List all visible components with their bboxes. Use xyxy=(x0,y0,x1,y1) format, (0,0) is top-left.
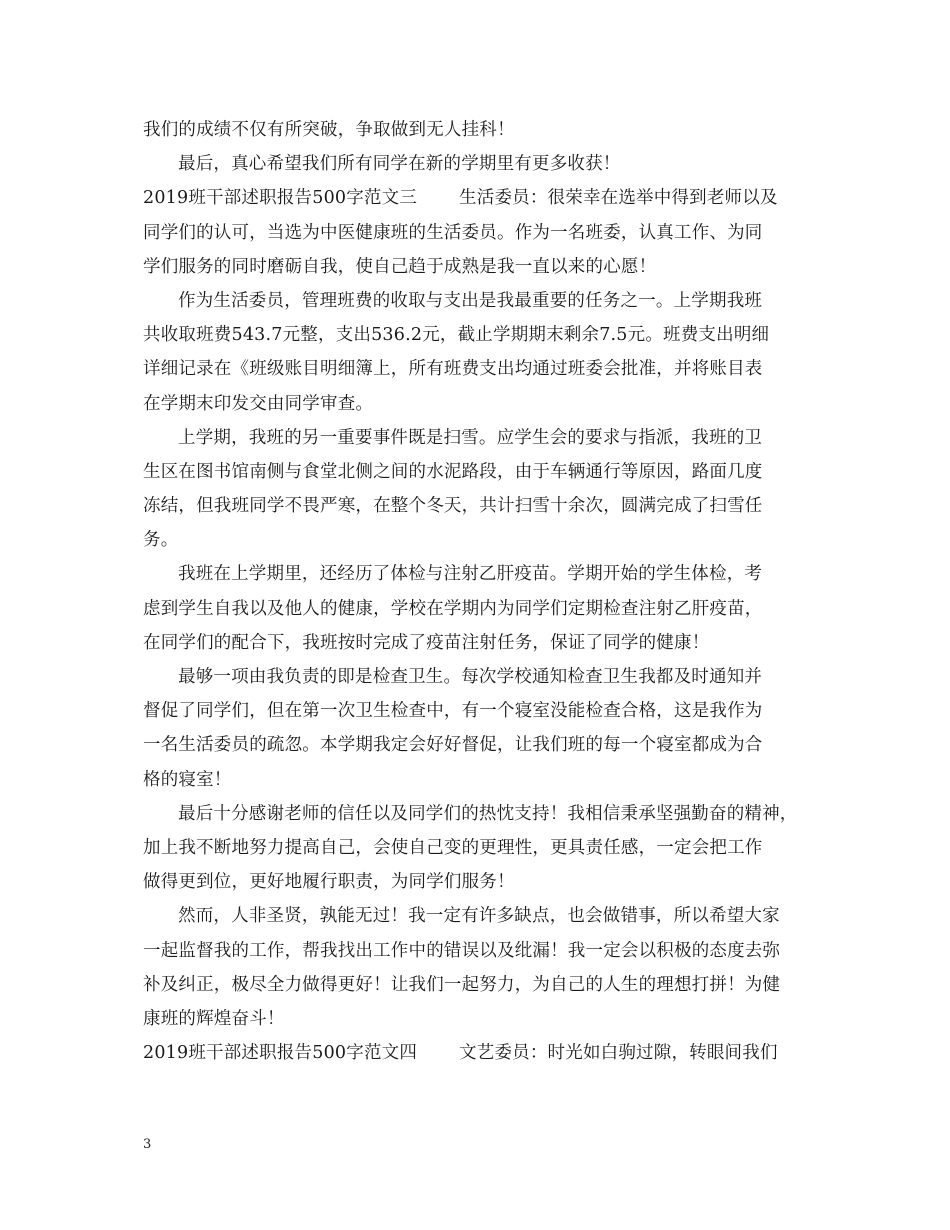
text-line: 在学期末印发交由同学审查。 xyxy=(143,393,374,414)
paragraph-start: 最够一项由我负责的即是检查卫生。每次学校通知检查卫生我都及时通知并 xyxy=(178,667,763,687)
paragraph-start: 上学期，我班的另一重要事件既是扫雪。应学生会的要求与指派，我班的卫 xyxy=(178,427,763,448)
text-line: 我们的成绩不仅有所突破，争取做到无人挂科！ xyxy=(143,120,515,140)
text-line: 在同学们的配合下，我班按时完成了疫苗注射任务，保证了同学的健康！ xyxy=(143,632,710,653)
text-line: 加上我不断地努力提高自己，会使自己变的更理性，更具责任感，一定会把工作 xyxy=(143,837,763,858)
text-line: 学们服务的同时磨砺自我，使自己趋于成熟是我一直以来的心愿！ xyxy=(143,256,657,277)
paragraph-start: 最后，真心希望我们所有同学在新的学期里有更多收获！ xyxy=(178,154,621,175)
text-line: 冻结，但我班同学不畏严寒，在整个冬天，共计扫雪十余次，圆满完成了扫雪任 xyxy=(143,496,763,517)
text-line: 共收取班费543.7元整，支出536.2元，截止学期期末剩余7.5元。班费支出明细 xyxy=(143,325,770,346)
text-line: 同学们的认可，当选为中医健康班的生活委员。作为一名班委，认真工作、为同 xyxy=(143,222,763,243)
text-line: 一起监督我的工作，帮我找出工作中的错误以及纰漏！我一定会以积极的态度去弥 xyxy=(143,940,781,961)
section-heading-line xyxy=(143,181,813,215)
section-intro-text: 文艺委员：时光如白驹过隙，转眼间我们 xyxy=(459,1043,778,1064)
text-line: 康班的辉煌奋斗！ xyxy=(143,1008,285,1029)
text-line: 补及纠正，极尽全力做得更好！让我们一起努力，为自己的人生的理想打拼！为健 xyxy=(143,974,781,995)
text-line: 务。 xyxy=(143,530,179,551)
text-line: 格的寝室！ xyxy=(143,769,232,790)
section-heading-line xyxy=(143,1036,813,1070)
paragraph-start: 然而，人非圣贤，孰能无过！我一定有许多缺点，也会做错事，所以希望大家 xyxy=(178,906,780,927)
section-title: 2019班干部述职报告500字范文三 xyxy=(143,188,418,209)
paragraph-start: 最后十分感谢老师的信任以及同学们的热忱支持！我相信秉承坚强勤奋的精神， xyxy=(178,803,798,824)
text-line: 督促了同学们，但在第一次卫生检查中，有一个寝室没能检查合格，这是我作为 xyxy=(143,701,763,722)
paragraph-start: 我班在上学期里，还经历了体检与注射乙肝疫苗。学期开始的学生体检，考 xyxy=(178,564,763,585)
text-line: 生区在图书馆南侧与食堂北侧之间的水泥路段，由于车辆通行等原因，路面几度 xyxy=(143,461,763,482)
text-line: 一名生活委员的疏忽。本学期我定会好好督促，让我们班的每一个寝室都成为合 xyxy=(143,735,763,756)
paragraph-start: 作为生活委员，管理班费的收取与支出是我最重要的任务之一。上学期我班 xyxy=(178,290,763,311)
text-line: 做得更到位，更好地履行职责，为同学们服务！ xyxy=(143,872,515,893)
page-number: 3 xyxy=(143,1137,152,1152)
text-line: 详细记录在《班级账目明细簿上，所有班费支出均通过班委会批准，并将账目表 xyxy=(143,359,763,380)
document-body xyxy=(143,113,813,1070)
text-line: 虑到学生自我以及他人的健康，学校在学期内为同学们定期检查注射乙肝疫苗， xyxy=(143,598,763,619)
section-title: 2019班干部述职报告500字范文四 xyxy=(143,1043,418,1064)
section-intro-text: 生活委员：很荣幸在选举中得到老师以及 xyxy=(459,188,778,209)
